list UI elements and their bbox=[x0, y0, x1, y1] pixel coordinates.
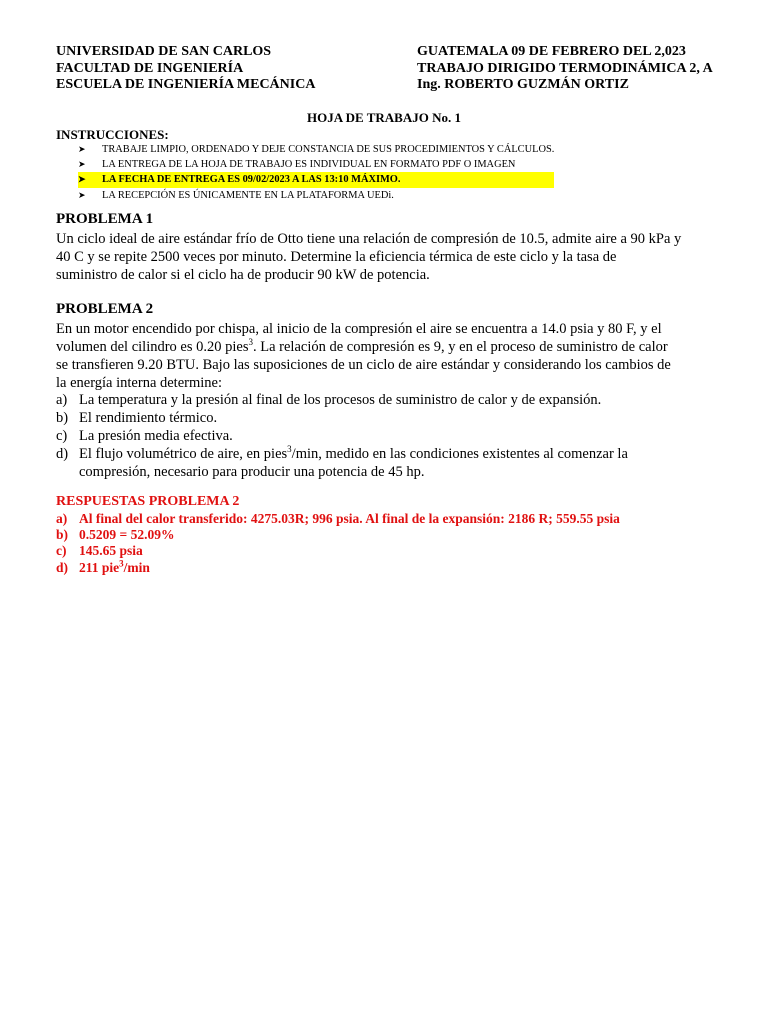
instructions-title: INSTRUCCIONES: bbox=[56, 127, 169, 142]
answer-c bbox=[56, 543, 620, 559]
answers-list bbox=[56, 511, 620, 576]
option-text: El rendimiento térmico. bbox=[79, 410, 218, 426]
option-a bbox=[56, 391, 628, 409]
instruction-text: LA FECHA DE ENTREGA ES 09/02/2023 A LAS 13:10 MÁXIMO. bbox=[102, 174, 401, 186]
instruction-text: LA RECEPCIÓN ES ÚNICAMENTE EN LA PLATAFORMA UEDi. bbox=[102, 189, 394, 201]
answer-text-part: 211 pie bbox=[79, 559, 120, 575]
option-text-part: El flujo volumétrico de aire, en pies bbox=[79, 446, 288, 462]
problem2-line: En un motor encendido por chispa, al inicio de la compresión el aire se encuentra a 14.0 psia y 80 F, y el bbox=[56, 321, 662, 337]
arrow-bullet-icon: ➤ bbox=[78, 159, 86, 170]
problem1-title: PROBLEMA 1 bbox=[56, 211, 154, 227]
instruction-text: LA ENTREGA DE LA HOJA DE TRABAJO ES INDIVIDUAL EN FORMATO PDF O IMAGEN bbox=[102, 159, 516, 171]
arrow-bullet-icon: ➤ bbox=[78, 174, 86, 185]
problem2-line-text: . La relación de compresión es 9, y en el proceso de suministro de calor bbox=[253, 339, 668, 355]
option-d-continuation bbox=[56, 463, 628, 481]
option-text: La presión media efectiva. bbox=[79, 428, 233, 444]
instruction-item bbox=[78, 142, 554, 157]
option-key: a) bbox=[56, 392, 68, 408]
problem2-options bbox=[56, 391, 628, 481]
header-instructor: Ing. ROBERTO GUZMÁN ORTIZ bbox=[417, 77, 629, 92]
superscript: 3 bbox=[248, 337, 253, 348]
superscript: 3 bbox=[287, 444, 292, 455]
problem1-line: 40 C y se repite 2500 veces por minuto. Determine la eficiencia térmica de este ciclo y la tasa de bbox=[56, 249, 617, 265]
answer-a bbox=[56, 511, 620, 527]
problem1-line: Un ciclo ideal de aire estándar frío de Otto tiene una relación de compresión de 10.5, admite aire a 90 kPa y bbox=[56, 231, 682, 247]
header-faculty: FACULTAD DE INGENIERÍA bbox=[56, 60, 244, 76]
option-key: b) bbox=[56, 410, 69, 426]
header-course: TRABAJO DIRIGIDO TERMODINÁMICA 2, A bbox=[417, 60, 713, 76]
answer-key: c) bbox=[56, 543, 67, 559]
problem1-statement bbox=[56, 230, 716, 284]
arrow-bullet-icon: ➤ bbox=[78, 189, 86, 200]
sheet-title: HOJA DE TRABAJO No. 1 bbox=[307, 110, 461, 125]
arrow-bullet-icon: ➤ bbox=[78, 144, 86, 154]
instructions-list bbox=[78, 142, 554, 203]
problem2-line: se transfieren 9.20 BTU. Bajo las suposiciones de un ciclo de aire estándar y considerando los cambios de bbox=[56, 357, 671, 373]
option-key: d) bbox=[56, 446, 69, 462]
answers-title: RESPUESTAS PROBLEMA 2 bbox=[56, 494, 240, 509]
answer-text: 0.5209 = 52.09% bbox=[79, 527, 175, 543]
option-c bbox=[56, 427, 628, 445]
answer-key: d) bbox=[56, 559, 69, 575]
header-school: ESCUELA DE INGENIERÍA MECÁNICA bbox=[56, 77, 316, 92]
instruction-item-highlighted bbox=[78, 172, 554, 187]
instruction-item bbox=[78, 188, 554, 203]
answer-text bbox=[79, 560, 150, 576]
instruction-text: TRABAJE LIMPIO, ORDENADO Y DEJE CONSTANCIA DE SUS PROCEDIMIENTOS Y CÁLCULOS. bbox=[102, 144, 555, 155]
option-text bbox=[79, 445, 628, 463]
header-university: UNIVERSIDAD DE SAN CARLOS bbox=[56, 44, 272, 59]
instruction-item bbox=[78, 157, 554, 172]
problem2-statement bbox=[56, 320, 716, 392]
problem1-line: suministro de calor si el ciclo ha de producir 90 kW de potencia. bbox=[56, 267, 430, 283]
header-course-info bbox=[417, 44, 713, 94]
answer-text: 145.65 psia bbox=[79, 543, 143, 559]
problem2-line bbox=[56, 338, 716, 356]
problem2-title: PROBLEMA 2 bbox=[56, 301, 154, 317]
problem2-line-text: volumen del cilindro es 0.20 pies bbox=[56, 339, 249, 355]
answer-text: Al final del calor transferido: 4275.03R; 996 psia. Al final de la expansión: 2186 R; 559.55 psia bbox=[79, 511, 620, 526]
answer-key: a) bbox=[56, 511, 68, 526]
option-b bbox=[56, 409, 628, 427]
option-key: c) bbox=[56, 428, 68, 444]
header-institution bbox=[56, 44, 315, 94]
answer-text-part: /min bbox=[123, 559, 150, 575]
option-key-spacer bbox=[56, 463, 79, 481]
option-d bbox=[56, 445, 628, 463]
header-date: GUATEMALA 09 DE FEBRERO DEL 2,023 bbox=[417, 44, 686, 59]
answer-d bbox=[56, 560, 620, 576]
option-text-part: /min, medido en las condiciones existentes al comenzar la bbox=[291, 446, 628, 462]
option-text: compresión, necesario para producir una potencia de 45 hp. bbox=[79, 464, 425, 480]
problem2-line: la energía interna determine: bbox=[56, 375, 222, 391]
superscript: 3 bbox=[119, 558, 124, 569]
option-text: La temperatura y la presión al final de los procesos de suministro de calor y de expansión. bbox=[79, 392, 602, 408]
answer-key: b) bbox=[56, 527, 69, 543]
answer-b bbox=[56, 527, 620, 543]
